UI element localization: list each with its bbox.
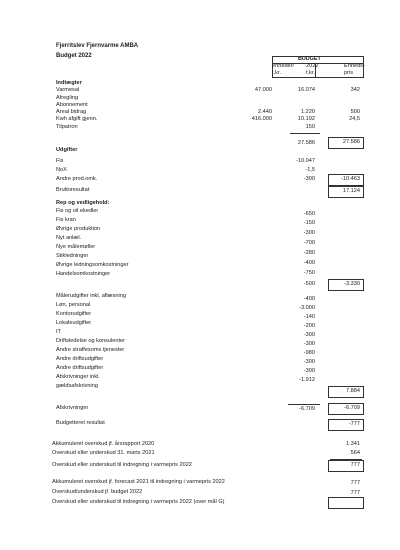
maintenance-row-label: Handelsomkostninger — [56, 271, 111, 277]
depreciation-amount: -6.709 — [299, 406, 315, 412]
depreciation-label: Afskrivninger — [56, 405, 89, 411]
admin-row-label: Andre straffesoms tjenester — [56, 347, 125, 353]
maintenance-total: -3.330 — [344, 281, 360, 287]
gross-result-label: Bruttoresultat — [56, 187, 90, 193]
col1-header: enheder/ — [272, 63, 295, 69]
income-row-amount: 16.074 — [297, 87, 315, 93]
col2-header-unit: t.kr. — [306, 70, 316, 76]
income-row-unitprice: 24,5 — [349, 116, 360, 122]
admin-total: 7.884 — [346, 388, 360, 394]
org-name: Fjerritslev Fjernvarme AMBA — [56, 43, 139, 49]
admin-row-amount: -140 — [303, 314, 315, 320]
income-row-units: 416.000 — [251, 116, 272, 122]
gross-result-value: 17.124 — [342, 188, 360, 194]
footer-row-label: Overskud/underskud jf. budget 2022 — [52, 489, 143, 495]
admin-row-amount: -400 — [303, 296, 315, 302]
footer-row-label: Overskud eller underskud til indregning i varmepris 2022 — [52, 462, 192, 468]
admin-row-label: Andre driftsudgifter — [56, 356, 104, 362]
income-row-units: 47.000 — [254, 87, 272, 93]
maintenance-row-amount: -300 — [303, 230, 315, 236]
expense-total: -10.463 — [341, 176, 360, 182]
footer-row-value: 564 — [350, 450, 360, 456]
admin-row-amount: -3.000 — [299, 305, 315, 311]
maintenance-row-amount: -500 — [303, 281, 315, 287]
expense-row-amount: -1,5 — [305, 167, 315, 173]
expense-row-label: NoX — [56, 167, 67, 173]
expense-row-label: Andre prod.omk. — [56, 176, 98, 182]
col3-header-unit: pris — [344, 70, 354, 76]
admin-row-label: Andre driftsudgifter — [56, 365, 104, 371]
admin-row-amount: -300 — [303, 368, 315, 374]
depreciation-total: -6.709 — [344, 405, 360, 411]
income-row-label: Varmesal — [56, 87, 80, 93]
maintenance-row-amount: -400 — [303, 260, 315, 266]
income-total: 27.586 — [297, 140, 315, 146]
admin-row-label: Målerudgifter inkl. aflæsning — [56, 293, 126, 299]
depreciation-rule — [288, 404, 320, 405]
maintenance-row-label: Fis kran — [56, 217, 76, 223]
admin-row-label: Afskrivninger inkl. — [56, 374, 100, 380]
income-row-amount: 10.192 — [297, 116, 315, 122]
expenses-section-title: Udgifter — [56, 147, 78, 153]
maintenance-row-label: Øvrige ledningsomkostninger — [56, 262, 129, 268]
expense-row-amount: -300 — [303, 176, 315, 182]
footer-row-label: Akkumuleret overskud jf. årsrapport 2020 — [52, 441, 155, 447]
income-row-label: Kwh afgift gjenn. — [56, 116, 98, 122]
footer-row-value: 777 — [350, 462, 360, 468]
budget-header-label: BUDGET — [298, 56, 321, 62]
col1-header-unit: t.kr. — [272, 70, 282, 76]
budget-result-label: Budgetteret resultat — [56, 420, 105, 426]
footer-row-value: 777 — [350, 480, 360, 486]
income-row-amount: 1.220 — [301, 109, 315, 115]
footer-row-label: Overskud eller underskud til indregning i varmepris 2022 (over mål G) — [52, 499, 225, 505]
footer-row-value: 777 — [350, 490, 360, 496]
footer-final-box — [328, 497, 364, 509]
admin-row-amount: -200 — [303, 323, 315, 329]
maintenance-section-title: Rep og vedligehold: — [56, 200, 110, 206]
admin-row-label: Kontorudgifter — [56, 311, 92, 317]
budget-result-value: -777 — [348, 421, 360, 427]
income-row-label: Afregling — [56, 95, 79, 101]
income-section-title: Indtægter — [56, 80, 82, 86]
maintenance-row-label: Nye målemøller — [56, 244, 96, 250]
income-row-unitprice: 342 — [350, 87, 360, 93]
admin-row-label: gældsafskrivning — [56, 383, 98, 389]
maintenance-row-amount: -650 — [303, 211, 315, 217]
maintenance-row-amount: -700 — [303, 240, 315, 246]
admin-row-label: Driftsledelse og konsulenter — [56, 338, 126, 344]
income-row-units: 2.440 — [258, 109, 272, 115]
maintenance-row-amount: -150 — [303, 220, 315, 226]
maintenance-row-amount: -280 — [303, 250, 315, 256]
income-row-unitprice: 500 — [350, 109, 360, 115]
admin-row-amount: -300 — [303, 341, 315, 347]
admin-row-amount: -980 — [303, 350, 315, 356]
col2-header: 2022 — [306, 63, 319, 69]
maintenance-row-label: Fis og oil ekedler — [56, 208, 99, 214]
maintenance-row-label: Stikledninger — [56, 253, 89, 259]
maintenance-row-amount: -750 — [303, 270, 315, 276]
maintenance-row-label: Nyt anlæl. — [56, 235, 82, 241]
document-subtitle: Budget 2022 — [56, 53, 92, 59]
admin-row-amount: -1.912 — [299, 377, 315, 383]
admin-row-amount: -300 — [303, 359, 315, 365]
income-total-boxed: 27.586 — [342, 139, 360, 145]
admin-row-label: Løn, personal — [56, 302, 91, 308]
expense-row-amount: -10.047 — [296, 158, 315, 164]
income-row-label: Tilpatron — [56, 124, 78, 130]
footer-row-label: Overskud eller underskud 31. marts 2021 — [52, 450, 155, 456]
expense-row-label: Fis — [56, 158, 64, 164]
income-subtotal-rule — [290, 133, 320, 134]
footer-row-value: 1.341 — [346, 441, 360, 447]
income-row-label: Areal bidrag — [56, 109, 87, 115]
col3-header: Enheds- — [344, 63, 365, 69]
admin-row-label: IT — [56, 329, 61, 335]
income-row-label: Abonnement — [56, 102, 88, 108]
admin-row-amount: -300 — [303, 332, 315, 338]
footer-row-label: Akkumuleret overskud jf. forecast 2021 til indregning i varmepris 2022 — [52, 479, 225, 485]
maintenance-row-label: Øvrige produktion — [56, 226, 101, 232]
admin-row-label: Lokaleudgifter — [56, 320, 92, 326]
income-row-amount: 150 — [305, 124, 315, 130]
